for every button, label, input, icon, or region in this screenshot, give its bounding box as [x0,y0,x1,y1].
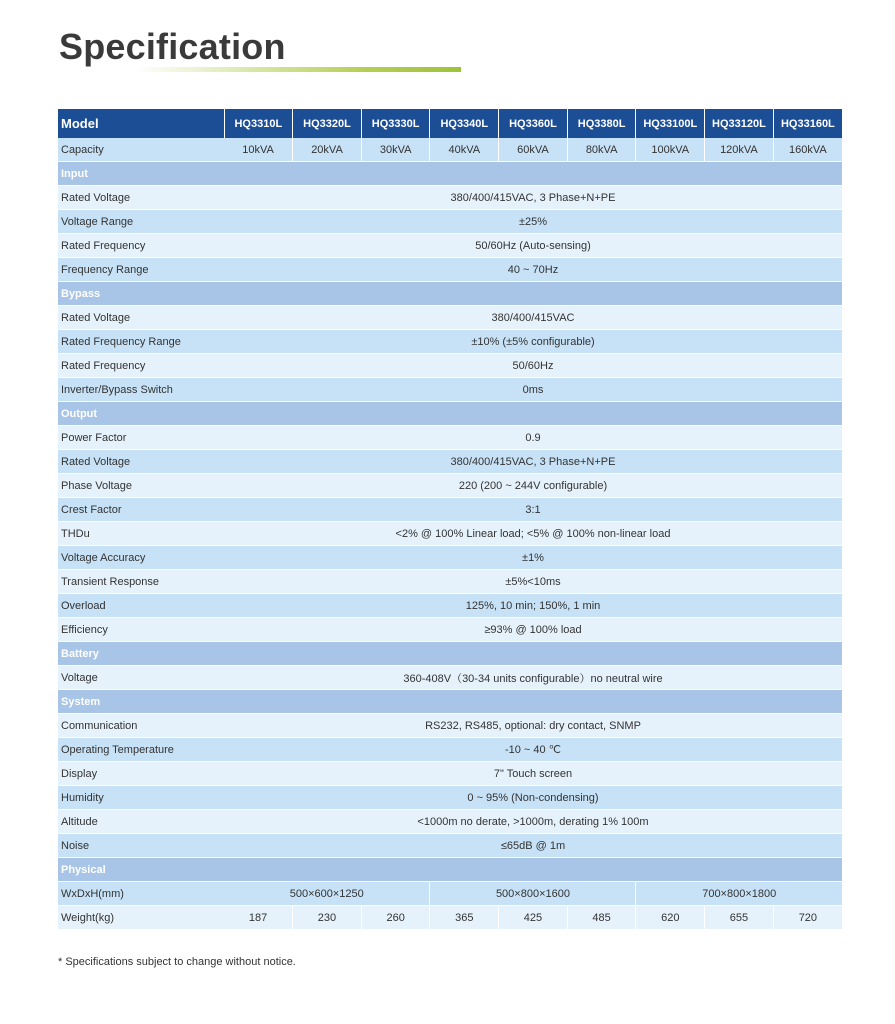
model-name: HQ33100L [636,109,705,138]
row-value: 0.9 [224,426,842,450]
section-title: Bypass [58,282,842,306]
model-name: HQ33160L [773,109,842,138]
specification-table [58,109,842,930]
row-value: <2% @ 100% Linear load; <5% @ 100% non-linear load [224,522,842,546]
spec-row [58,450,842,474]
row-label: Phase Voltage [58,474,224,498]
model-header-label: Model [58,109,224,138]
model-header-row [58,109,842,138]
row-value: 220 (200 ~ 244V configurable) [224,474,842,498]
row-label: Rated Voltage [58,450,224,474]
section-header-battery [58,642,842,666]
row-value: 360-408V（30-34 units configurable）no neutral wire [224,666,842,690]
row-label: WxDxH(mm) [58,882,224,906]
spec-row [58,186,842,210]
weight-value: 485 [567,906,636,930]
row-label: Altitude [58,810,224,834]
dimensions-row [58,882,842,906]
row-value: 380/400/415VAC [224,306,842,330]
spec-row [58,834,842,858]
row-value: 40 ~ 70Hz [224,258,842,282]
row-value: ±1% [224,546,842,570]
weight-value: 187 [224,906,293,930]
row-label: Inverter/Bypass Switch [58,378,224,402]
capacity-row [58,138,842,162]
model-name: HQ3340L [430,109,499,138]
row-label: Rated Voltage [58,306,224,330]
section-header-physical [58,858,842,882]
capacity-value: 10kVA [224,138,293,162]
spec-row [58,738,842,762]
section-title: Output [58,402,842,426]
section-header-bypass [58,282,842,306]
row-label: Power Factor [58,426,224,450]
row-label: Crest Factor [58,498,224,522]
spec-row [58,378,842,402]
spec-row [58,570,842,594]
row-label: Voltage [58,666,224,690]
row-label: Capacity [58,138,224,162]
row-label: Weight(kg) [58,906,224,930]
row-value: 0 ~ 95% (Non-condensing) [224,786,842,810]
capacity-value: 120kVA [705,138,774,162]
model-name: HQ3330L [361,109,430,138]
model-name: HQ3380L [567,109,636,138]
spec-row [58,426,842,450]
section-header-output [58,402,842,426]
dimension-group: 500×800×1600 [430,882,636,906]
row-value: 0ms [224,378,842,402]
section-header-input [58,162,842,186]
spec-row [58,618,842,642]
row-value: 50/60Hz [224,354,842,378]
row-value: 125%, 10 min; 150%, 1 min [224,594,842,618]
capacity-value: 160kVA [773,138,842,162]
dimension-group: 500×600×1250 [224,882,430,906]
row-label: Communication [58,714,224,738]
row-label: Operating Temperature [58,738,224,762]
capacity-value: 60kVA [499,138,568,162]
spec-row [58,714,842,738]
spec-row [58,546,842,570]
spec-row [58,498,842,522]
row-label: Overload [58,594,224,618]
row-label: Rated Frequency Range [58,330,224,354]
row-value: 380/400/415VAC, 3 Phase+N+PE [224,186,842,210]
weight-value: 620 [636,906,705,930]
row-label: Efficiency [58,618,224,642]
model-name: HQ3310L [224,109,293,138]
row-label: Voltage Range [58,210,224,234]
spec-row [58,354,842,378]
row-label: Transient Response [58,570,224,594]
section-header-system [58,690,842,714]
spec-row [58,258,842,282]
row-value: ±10% (±5% configurable) [224,330,842,354]
spec-row [58,306,842,330]
row-value: -10 ~ 40 ℃ [224,738,842,762]
row-value: ≤65dB @ 1m [224,834,842,858]
capacity-value: 80kVA [567,138,636,162]
row-value: ≥93% @ 100% load [224,618,842,642]
row-value: <1000m no derate, >1000m, derating 1% 100m [224,810,842,834]
row-label: Frequency Range [58,258,224,282]
row-label: Rated Voltage [58,186,224,210]
weight-value: 720 [773,906,842,930]
capacity-value: 30kVA [361,138,430,162]
row-label: Humidity [58,786,224,810]
spec-row [58,762,842,786]
section-title: Physical [58,858,842,882]
weight-row [58,906,842,930]
spec-row [58,330,842,354]
capacity-value: 20kVA [293,138,362,162]
capacity-value: 40kVA [430,138,499,162]
row-value: ±5%<10ms [224,570,842,594]
weight-value: 260 [361,906,430,930]
capacity-value: 100kVA [636,138,705,162]
spec-row [58,474,842,498]
row-label: THDu [58,522,224,546]
row-value: 7" Touch screen [224,762,842,786]
row-label: Noise [58,834,224,858]
row-value: 3:1 [224,498,842,522]
section-title: System [58,690,842,714]
weight-value: 655 [705,906,774,930]
row-label: Rated Frequency [58,234,224,258]
spec-row [58,234,842,258]
section-title: Input [58,162,842,186]
row-label: Rated Frequency [58,354,224,378]
row-value: ±25% [224,210,842,234]
spec-row [58,594,842,618]
model-name: HQ3360L [499,109,568,138]
weight-value: 425 [499,906,568,930]
spec-row [58,810,842,834]
row-value: 50/60Hz (Auto-sensing) [224,234,842,258]
spec-row [58,786,842,810]
row-label: Voltage Accuracy [58,546,224,570]
spec-row [58,210,842,234]
title-underline [135,67,461,72]
spec-row [58,666,842,690]
dimension-group: 700×800×1800 [636,882,842,906]
model-name: HQ33120L [705,109,774,138]
page-title: Specification [59,26,286,67]
section-title: Battery [58,642,842,666]
row-value: RS232, RS485, optional: dry contact, SNMP [224,714,842,738]
footnote: * Specifications subject to change without notice. [58,956,296,968]
weight-value: 365 [430,906,499,930]
weight-value: 230 [293,906,362,930]
row-value: 380/400/415VAC, 3 Phase+N+PE [224,450,842,474]
row-label: Display [58,762,224,786]
spec-row [58,522,842,546]
model-name: HQ3320L [293,109,362,138]
